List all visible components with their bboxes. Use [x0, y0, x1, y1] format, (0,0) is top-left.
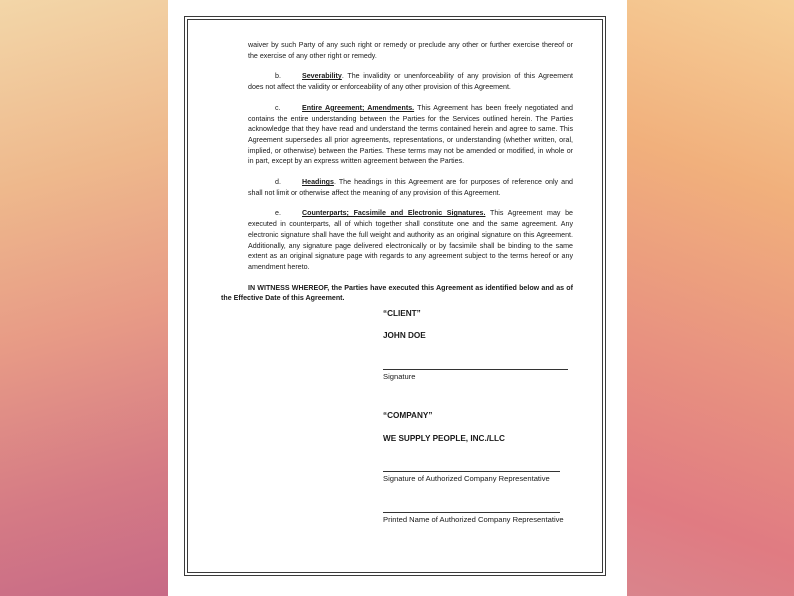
clause-headings: [248, 177, 573, 198]
clause-letter: c.: [275, 103, 281, 112]
client-signature-label: Signature: [383, 372, 416, 381]
clause-text: This Agreement may be executed in counterparts, all of which together shall constitute one and the same agreement. Any electronic signature shall have the full weight and authority as an original signature on this Agreement. Additionally, any signature page delivered electronically or by facsimile shall be binding to the same extent as an original signature page with regards to any agreement subject to the terms hereof or any amendment hereto.: [248, 209, 573, 271]
client-name: JOHN DOE: [383, 331, 426, 340]
company-signature-label: Signature of Authorized Company Representative: [383, 474, 550, 483]
witness-text: IN WITNESS WHEREOF, the Parties have executed this Agreement as identified below and as of the Effective Date of this Agreement.: [221, 283, 573, 303]
company-printed-name-label: Printed Name of Authorized Company Representative: [383, 515, 564, 524]
clause-heading: Counterparts; Facsimile and Electronic Signatures.: [302, 209, 486, 218]
company-name: WE SUPPLY PEOPLE, INC./LLC: [383, 434, 505, 443]
clause-text: . The invalidity or unenforceability of any provision of this Agreement does not affect the validity or enforceability of any other provision of this Agreement.: [248, 72, 573, 92]
clause-counterparts: [248, 208, 573, 272]
clause-text: . The headings in this Agreement are for purposes of reference only and shall not limit or otherwise affect the meaning of any provision of this Agreement.: [248, 178, 573, 197]
clause-letter: e.: [275, 209, 281, 218]
company-signature-line: [383, 471, 560, 472]
background-gradient-right: [627, 0, 794, 596]
clause-heading: Entire Agreement; Amendments.: [302, 103, 415, 112]
clause-text: This Agreement has been freely negotiated and contains the entire understanding between the Parties for the Services outlined herein. The Parties acknowledge that they have read and understand the terms contained herein and agree to same. This Agreement supersedes all prior agreements, representations, or understanding (whether written, oral, implied, or otherwise) between the Parties. These terms may not be amended or modified, in whole or in part, except by an express written agreement between the Parties.: [248, 103, 573, 166]
agreement-body: [221, 40, 573, 304]
paragraph-waiver: waiver by such Party of any such right or remedy or preclude any other or further exercise thereof or the exercise of any other right or remedy.: [248, 41, 573, 60]
witness-statement: [221, 283, 573, 304]
clause-heading: Severability: [302, 72, 342, 81]
background-gradient-left: [0, 0, 168, 596]
company-title: “COMPANY”: [383, 411, 433, 420]
clause-letter: b.: [275, 72, 281, 81]
client-title: “CLIENT”: [383, 309, 421, 318]
client-signature-line: [383, 369, 568, 370]
clause-heading: Headings: [302, 178, 334, 187]
clause-severability: [248, 71, 573, 92]
clause-entire-agreement: [248, 103, 573, 167]
company-printed-name-line: [383, 512, 560, 513]
clause-letter: d.: [275, 178, 281, 187]
